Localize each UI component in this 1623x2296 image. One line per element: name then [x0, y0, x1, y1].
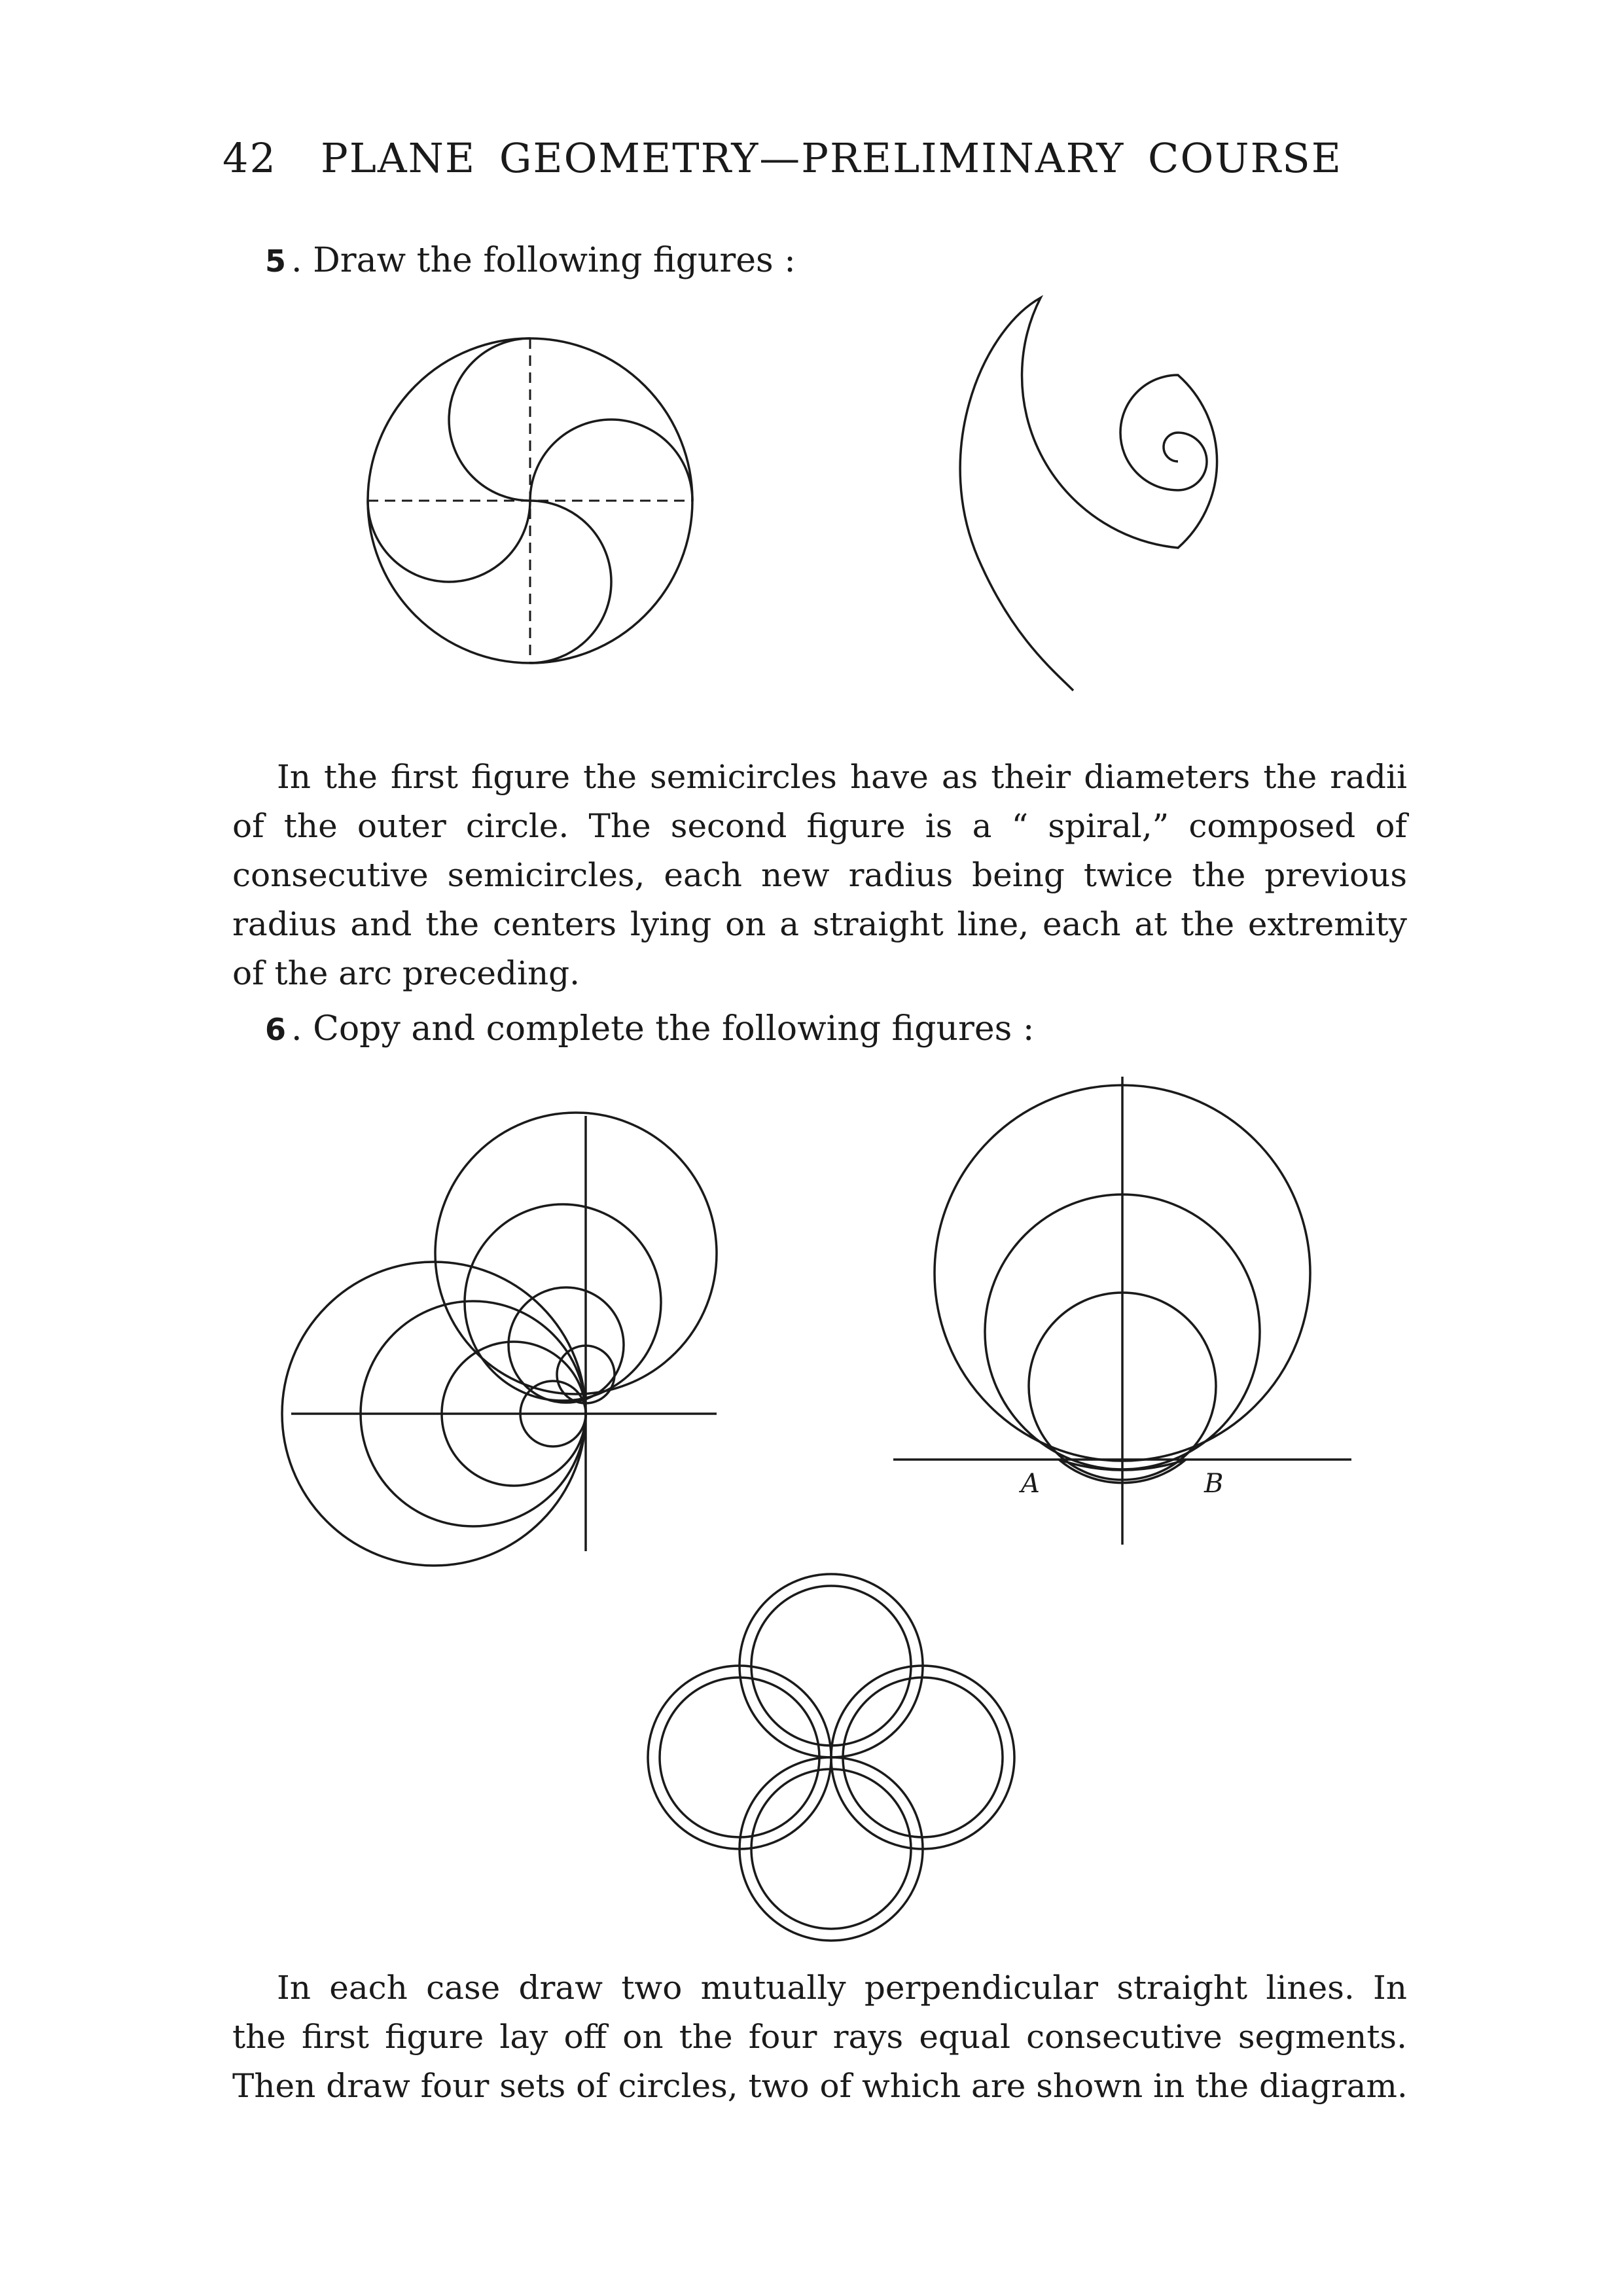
paragraph-line: consecutive semicircles, each new radius being twice the previous [232, 856, 1407, 894]
pinwheel-figure [360, 331, 700, 671]
semicircle-down [530, 501, 611, 663]
running-header [223, 134, 1361, 182]
ring-right [831, 1666, 1014, 1849]
paragraph-line: In the first figure the semicircles have as their diameters the radii [277, 758, 1407, 796]
exercise-number: 5 [265, 243, 287, 279]
paragraph-perpendicular-lines [232, 1964, 1407, 2111]
paragraph-line: Then draw four sets of circles, two of which are shown in the diagram. [232, 2067, 1408, 2105]
semicircle-up [449, 338, 530, 501]
spiral-figure [942, 291, 1309, 717]
page-number: 42 [223, 134, 277, 182]
interlaced-rings-figure [641, 1568, 1021, 1947]
paragraph-line: radius and the centers lying on a straight line, each at the extremity [232, 905, 1407, 943]
exercise-5-prompt [265, 241, 796, 280]
semicircle-left [368, 501, 530, 582]
paragraph-semicircles [232, 753, 1407, 998]
exercise-text: . Draw the following figures : [291, 241, 796, 280]
tangent-circles-figure [288, 1113, 733, 1558]
running-title: PLANE GEOMETRY—PRELIMINARY COURSE [321, 134, 1342, 182]
paragraph-line: of the outer circle. The second figure is a “ spiral,” composed of [232, 807, 1407, 845]
exercise-6-prompt [265, 1009, 1034, 1049]
label-point-a: A [1021, 1469, 1040, 1499]
ring-bottom [740, 1757, 923, 1941]
spiral-curve [960, 298, 1217, 691]
paragraph-line: In each case draw two mutually perpendicular straight lines. In [277, 1969, 1407, 2007]
ring-top [740, 1574, 923, 1757]
semicircle-right [530, 420, 692, 501]
exercise-text: . Copy and complete the following figures : [291, 1009, 1035, 1049]
ring-left [648, 1666, 831, 1849]
label-point-b: B [1204, 1469, 1224, 1499]
exercise-number: 6 [265, 1012, 287, 1047]
chord-circles-figure [890, 1073, 1361, 1545]
paragraph-line: the first figure lay off on the four rays equal consecutive segments. [232, 2018, 1407, 2056]
paragraph-line: of the arc preceding. [232, 954, 580, 992]
